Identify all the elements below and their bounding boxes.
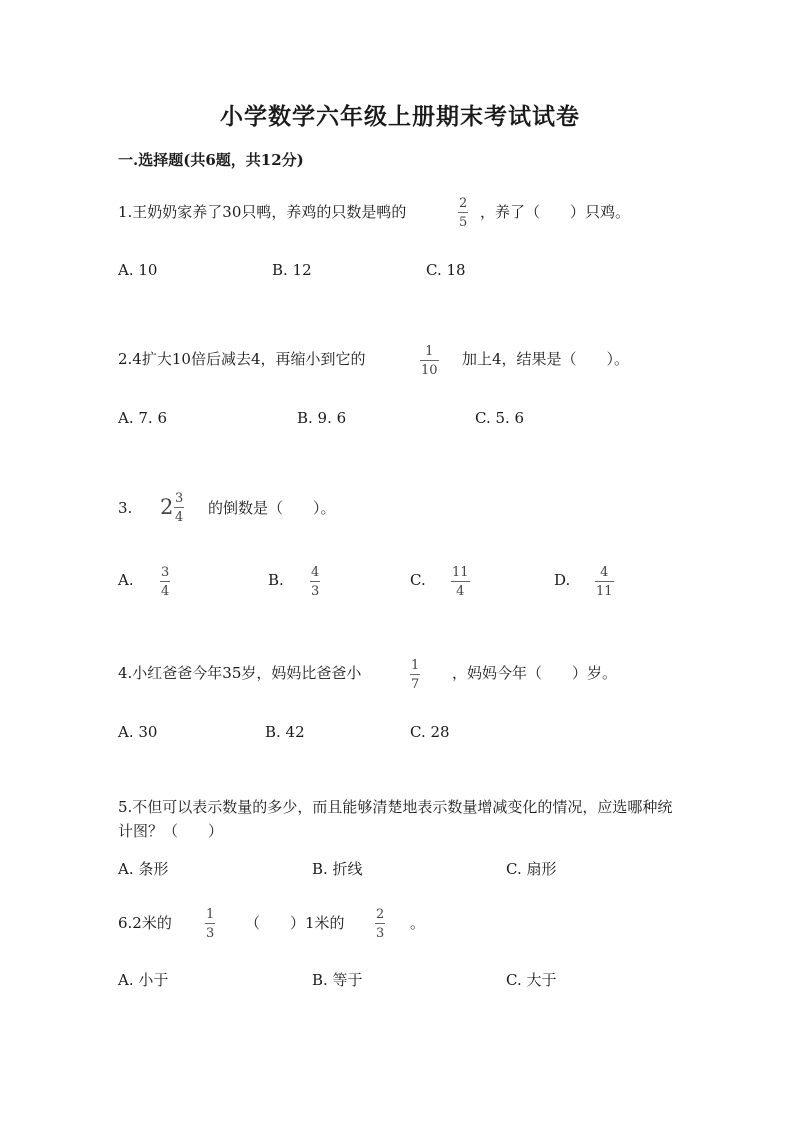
question-1-option-c[interactable]: C. 18: [426, 261, 466, 279]
fraction-denominator: 4: [456, 584, 465, 599]
fraction-numerator: 2: [459, 196, 468, 211]
question-6-text: 6.2米的: [118, 914, 172, 932]
fraction-denominator: 5: [459, 215, 468, 230]
question-6-fraction-2: [375, 908, 385, 940]
fraction-numerator: 3: [175, 491, 184, 506]
question-6-option-c[interactable]: C. 大于: [506, 971, 557, 989]
question-4-fraction: [410, 659, 420, 691]
question-4-text: 4.小红爸爸今年35岁，妈妈比爸爸小: [118, 664, 362, 682]
question-3-option-d-fraction: [595, 566, 614, 598]
question-6-option-a[interactable]: A. 小于: [118, 971, 169, 989]
question-2-option-a[interactable]: A. 7. 6: [118, 409, 167, 427]
question-6-text-end: 。: [410, 914, 426, 932]
question-6-option-b[interactable]: B. 等于: [312, 971, 363, 989]
question-3-mixed-fraction: [174, 492, 184, 524]
fraction-numerator: 2: [376, 907, 385, 922]
question-2-fraction: [420, 345, 439, 377]
question-5-option-b[interactable]: B. 折线: [312, 860, 363, 878]
question-1-fraction: [458, 197, 468, 229]
question-6-text-middle: （ ）1米的: [245, 914, 345, 932]
section-heading: 一.选择题(共6题，共12分): [118, 151, 304, 169]
question-3-mixed-whole: 2: [160, 495, 174, 519]
fraction-denominator: 4: [175, 510, 184, 525]
fraction-denominator: 10: [421, 363, 438, 378]
question-3-text-end: 的倒数是（ ）。: [208, 499, 336, 517]
question-6-fraction-1: [205, 908, 215, 940]
question-3-option-c-label[interactable]: C.: [410, 571, 426, 589]
fraction-numerator: 3: [161, 565, 170, 580]
fraction-denominator: 4: [161, 584, 170, 599]
fraction-numerator: 1: [425, 344, 434, 359]
question-3-option-a-fraction: [160, 566, 170, 598]
question-4-text-end: ，妈妈今年（ ）岁。: [452, 664, 618, 682]
page-title: 小学数学六年级上册期末考试试卷: [220, 103, 580, 130]
question-4-option-a[interactable]: A. 30: [118, 723, 158, 741]
question-3-option-d-label[interactable]: D.: [554, 571, 571, 589]
question-1-option-b[interactable]: B. 12: [272, 261, 312, 279]
question-2-text-end: 加上4，结果是（ ）。: [462, 350, 630, 368]
question-1-text: 1.王奶奶家养了30只鸭，养鸡的只数是鸭的: [118, 203, 407, 221]
fraction-numerator: 4: [311, 565, 320, 580]
fraction-denominator: 3: [376, 926, 385, 941]
question-1-text-end: ，养了（ ）只鸡。: [480, 203, 631, 221]
question-5-option-a[interactable]: A. 条形: [118, 860, 169, 878]
fraction-numerator: 1: [206, 907, 215, 922]
question-4-option-c[interactable]: C. 28: [410, 723, 450, 741]
question-3-option-c-fraction: [451, 566, 470, 598]
fraction-numerator: 11: [452, 565, 469, 580]
fraction-numerator: 1: [411, 658, 420, 673]
fraction-denominator: 3: [311, 584, 320, 599]
question-3-option-a-label[interactable]: A.: [118, 571, 134, 589]
fraction-denominator: 3: [206, 926, 215, 941]
question-2-option-b[interactable]: B. 9. 6: [297, 409, 347, 427]
question-5-option-c[interactable]: C. 扇形: [506, 860, 557, 878]
question-1-option-a[interactable]: A. 10: [118, 261, 158, 279]
question-5-text: 5.不但可以表示数量的多少，而且能够清楚地表示数量增减变化的情况，应选哪种统计图？（ ）: [118, 798, 673, 840]
fraction-numerator: 4: [600, 565, 609, 580]
fraction-denominator: 7: [411, 677, 420, 692]
fraction-denominator: 11: [596, 584, 613, 599]
question-3-option-b-label[interactable]: B.: [268, 571, 284, 589]
question-2-option-c[interactable]: C. 5. 6: [475, 409, 525, 427]
question-3-option-b-fraction: [310, 566, 320, 598]
question-4-option-b[interactable]: B. 42: [265, 723, 305, 741]
question-2-text: 2.4扩大10倍后减去4，再缩小到它的: [118, 350, 366, 368]
question-3-label: 3.: [118, 499, 133, 517]
